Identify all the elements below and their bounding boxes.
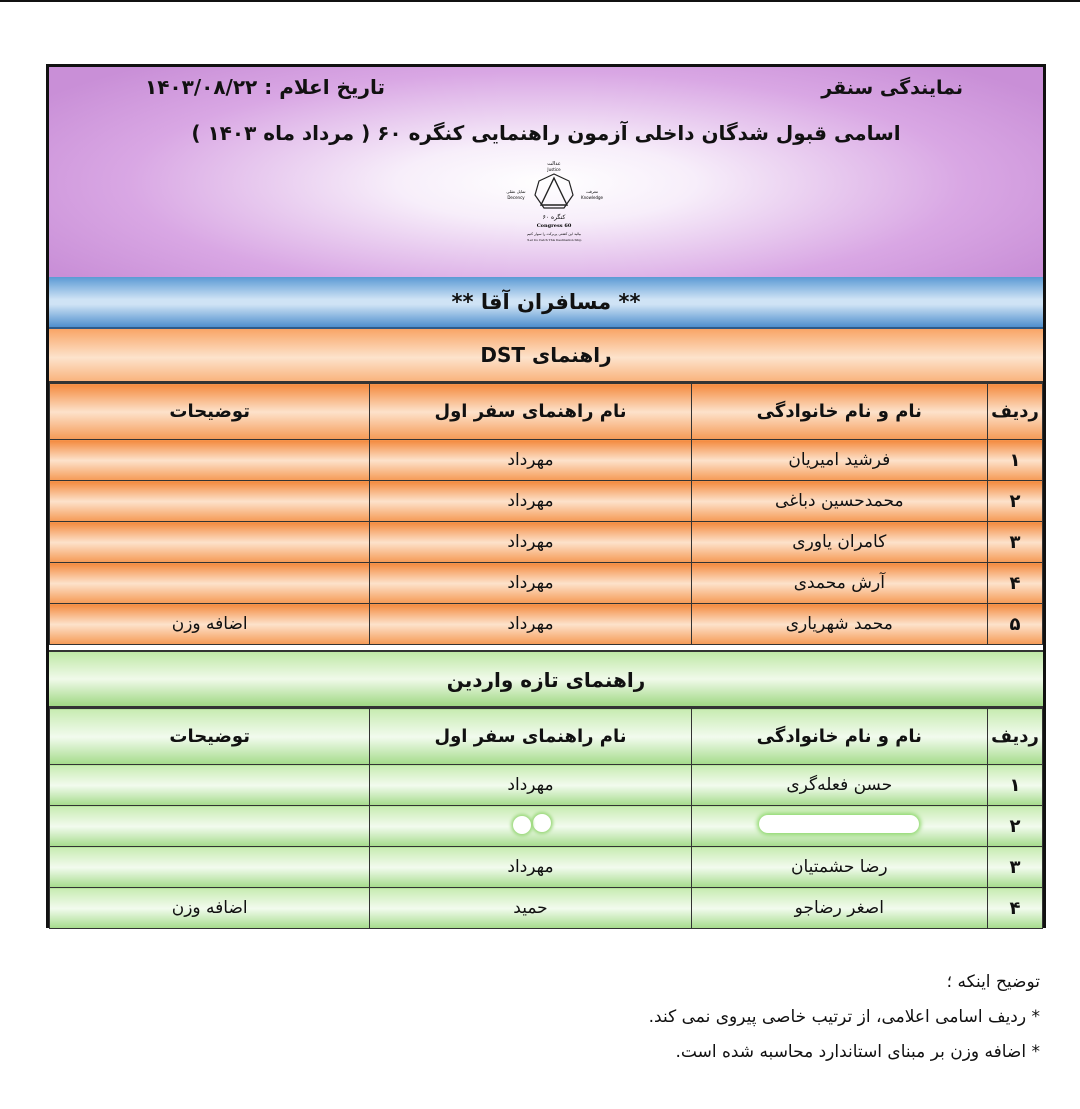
col-notes-header: توضیحات [50,384,370,440]
col-name-header: نام و نام خانوادگی [691,384,987,440]
footnote-item: * ردیف اسامی اعلامی، از ترتیب خاصی پیروی نمی کند. [648,1007,1040,1027]
row-index: ۴ [987,563,1042,604]
passengers-banner: ** مسافران آقا ** [49,277,1043,329]
row-name: آرش محمدی [691,563,987,604]
redaction-mark [759,815,919,833]
logo-motto-en: Let Us Catch This Destination Ship! [526,238,582,242]
col-index-header: ردیف [987,384,1042,440]
row-notes [50,440,370,481]
footnotes [649,965,1040,1070]
row-index: ۳ [987,847,1042,888]
col-notes-header: توضیحات [50,709,370,765]
logo-right-fa: معرفت [585,189,599,194]
table-row [50,481,1043,522]
row-name: فرشید امیریان [691,440,987,481]
row-name: رضا حشمتیان [691,847,987,888]
logo-motto-fa: بیائید این کشتی پربرکت را سوار کنیم [526,232,582,236]
row-notes: اضافه وزن [50,888,370,929]
row-notes: اضافه وزن [50,604,370,645]
triangle-shape [541,178,567,205]
top-border-line [0,0,1080,2]
table-row [50,806,1043,847]
table-row [50,604,1043,645]
row-index: ۱ [987,440,1042,481]
row-notes [50,563,370,604]
footnotes-heading: توضیح اینکه ؛ [946,972,1040,992]
row-name: محمدحسین دباغی [691,481,987,522]
table-row [50,847,1043,888]
sheet-header [49,67,1043,279]
page-title: اسامی قبول شدگان داخلی آزمون راهنمایی کنگره ۶۰ ( مرداد ماه ۱۴۰۳ ) [191,121,901,145]
table-row [50,522,1043,563]
row-guide-redacted [370,806,691,847]
row-name: کامران یاوری [691,522,987,563]
dst-header-row [50,384,1043,440]
newcomers-table [49,708,1043,929]
row-index: ۲ [987,481,1042,522]
row-name: محمد شهریاری [691,604,987,645]
logo-left-en: Decency [507,195,525,200]
row-guide: مهرداد [370,765,691,806]
congress60-logo [494,157,614,257]
row-name: اصغر رضاجو [691,888,987,929]
newcomers-header-row [50,709,1043,765]
results-sheet [46,64,1046,928]
row-index: ۲ [987,806,1042,847]
table-row [50,888,1043,929]
row-index: ۴ [987,888,1042,929]
row-notes [50,847,370,888]
col-index-header: ردیف [987,709,1042,765]
table-row [50,440,1043,481]
row-name-redacted [691,806,987,847]
col-name-header: نام و نام خانوادگی [691,709,987,765]
announce-date: تاریخ اعلام : ۱۴۰۳/۰۸/۲۲ [145,75,385,99]
logo-right-en: Knowledge [581,195,603,200]
row-name: حسن فعله‌گری [691,765,987,806]
table-row [50,563,1043,604]
redaction-mark [511,814,551,834]
row-guide: حمید [370,888,691,929]
row-guide: مهرداد [370,563,691,604]
row-notes [50,522,370,563]
logo-top-fa: عدالت [547,161,561,167]
row-guide: مهرداد [370,522,691,563]
row-guide: مهرداد [370,847,691,888]
row-index: ۵ [987,604,1042,645]
dst-table [49,383,1043,645]
row-guide: مهرداد [370,604,691,645]
logo-left-fa: تمایل عقلی [506,189,526,194]
newcomers-section-title: راهنمای تازه واردین [49,650,1043,708]
col-guide-header: نام راهنمای سفر اول [370,384,691,440]
row-guide: مهرداد [370,481,691,522]
row-notes [50,806,370,847]
logo-name-en: Congress 60 [536,223,572,229]
row-guide: مهرداد [370,440,691,481]
footnote-item: * اضافه وزن بر مبنای استاندارد محاسبه شده است. [675,1042,1040,1062]
row-notes [50,765,370,806]
row-notes [50,481,370,522]
row-index: ۱ [987,765,1042,806]
dst-section-title: راهنمای DST [49,329,1043,383]
logo-name-fa: کنگره ۶۰ [542,214,566,221]
col-guide-header: نام راهنمای سفر اول [370,709,691,765]
logo-top-en: Justice [547,167,561,172]
representation-label: نمایندگی سنقر [821,77,963,99]
row-index: ۳ [987,522,1042,563]
table-row [50,765,1043,806]
